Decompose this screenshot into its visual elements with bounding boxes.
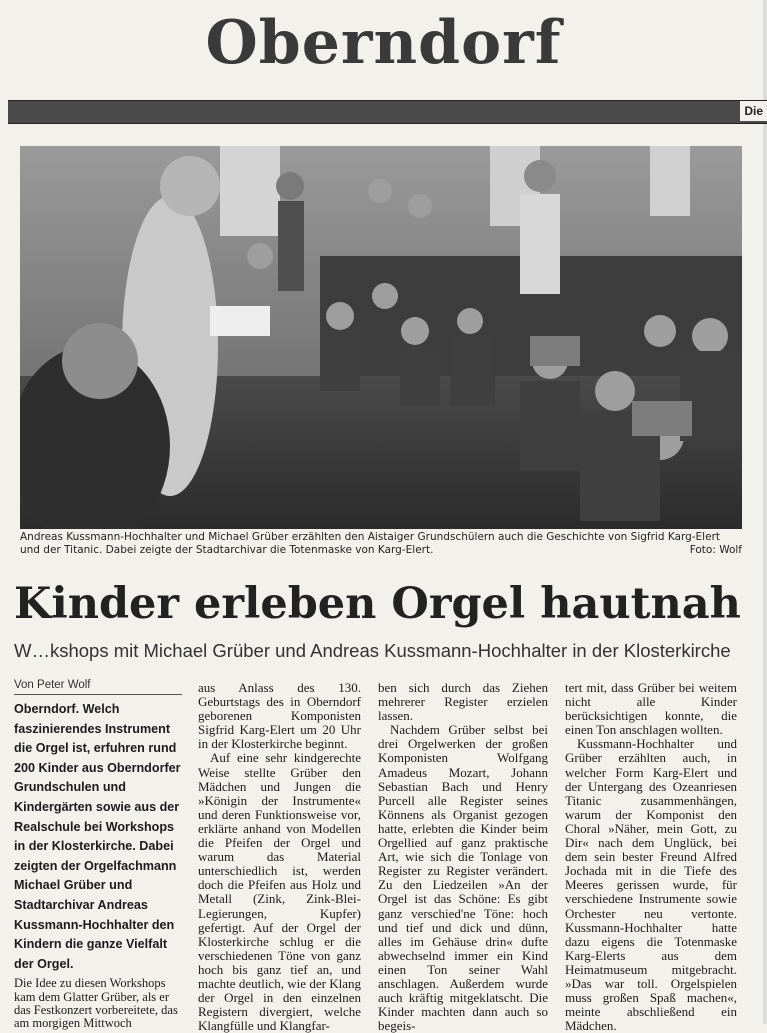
byline: Von Peter Wolf (14, 678, 182, 695)
striped-hat (632, 401, 692, 436)
photo-caption (20, 531, 742, 557)
body-paragraph: tert mit, dass Grüber bei weitem nicht alle Kinder berücksichtigen konnte, die einen Ton anschlagen wollten. (565, 680, 737, 738)
article-headline: Kinder erleben Orgel hautnah (14, 579, 741, 629)
window (650, 146, 690, 216)
window (220, 146, 280, 236)
child-standing (524, 160, 556, 192)
column-3 (378, 681, 548, 1033)
page-edge (763, 0, 767, 1024)
column-1 (14, 678, 182, 1031)
adult-background (276, 172, 304, 200)
lead-paragraph: Oberndorf. Welch faszinierendes Instrument die Orgel ist, erfuhren rund 200 Kinder aus Oberndorfer Grundschulen und Kindergärten sowie aus der Realschule bei Workshops in der Klosterkirche. Dabei zeigten der Orgelfachmann Michael Grüber und Stadtarchivar Andreas Kussmann-Hochhalter den Kindern die ganze Vielfalt der Orgel. (14, 702, 181, 971)
masthead-title: Oberndorf (205, 8, 562, 78)
body-paragraph: aus Anlass des 130. Geburtstags des in Oberndorf geborenen Komponisten Sigfrid Karg-Elert um 20 Uhr in der Klosterkirche beginnt. (198, 680, 361, 752)
column-2 (198, 681, 361, 1033)
header-rule (8, 100, 767, 124)
photo-credit: Foto: Wolf (689, 544, 742, 556)
header-tail-text: Die (740, 101, 767, 121)
man-head (160, 156, 220, 216)
caption-line-2: und der Titanic. Dabei zeigte der Stadtarchivar die Totenmaske von Karg-Elert. (20, 544, 434, 556)
wool-hat (530, 336, 580, 366)
article-photo (20, 146, 742, 529)
body-paragraph: Kussmann-Hochhalter und Grüber erzählten auch, in welcher Form Karg-Elert und der Untergang des Ozeanriesen Titanic zusammenhängen, warum der Komponist den Choral »Näher, mein Gott, zu Dir« nach dem Unglück, bei dem sein bester Freund Alfred Jochada mit in die Tiefe des Meeres gerissen wurde, für verschiedene Instrumente sowie Orchester neu vertonte. Kussmann-Hochhalter hatte dazu eigens die Totenmaske Karg-Elerts aus dem Heimatmuseum mitgebracht. »Das war toll. Orgelspielen muss großen Spaß machen«, meinte abschließend ein Mädchen. (565, 736, 737, 1033)
body-paragraph: Nachdem Grüber selbst bei drei Orgelwerken der großen Komponisten Wolfgang Amadeus Mozart, Johann Sebastian Bach und Henry Purcell alle Register seines Könnens als Organist gezogen hatte, erlebten die Kinder beim Orgellied auf ganz praktische Art, wie sich die Tonlage von Register zu Register verändert. Zu den Liedzeilen »An der Orgel ist das Schöne: Es gibt ganz verschied'ne Töne: hoch und tief und dick und dünn, alles im Gehäuse drin« dufte abwechselnd immer ein Kind einen Ton seiner Wahl anschlagen. Außerdem wurde auch kräftig mitgeklatscht. Die Kinder machten dann auch so begeis- (378, 722, 548, 1033)
body-paragraph: Die Idee zu diesen Workshops kam dem Glatter Grüber, als er das Festkonzert vorbereitete, das am morgigen Mittwoch (14, 976, 178, 1031)
body-paragraph: Auf eine sehr kindgerechte Weise stellte Grüber den Mädchen und Jungen die »Königin der Instrumente« und deren Funktionsweise vor, erklärte anhand von Modellen die Pfeifen der Orgel und warum das Material unterschiedlich ist, werden doch die Pfeifen aus Holz und Metall (Zink, Zink-Blei-Legierungen, Kupfer) gefertigt. Auf der Orgel der Klosterkirche schlug er die verschiedenen Töne von ganz hoch bis ganz tief an, und machte deutlich, wie der Klang der Orgel in den einzelnen Registern divergiert, welche Klangfülle und Klangfar- (198, 750, 361, 1033)
article-subhead: W…kshops mit Michael Grüber und Andreas Kussmann-Hochhalter in der Klosterkirche (14, 640, 731, 661)
sheet-of-paper (210, 306, 270, 336)
seated-man-head (62, 323, 138, 399)
photo-illustration (20, 146, 742, 529)
column-4 (565, 681, 737, 1033)
caption-line-1: Andreas Kussmann-Hochhalter und Michael Grüber erzählten den Aistaiger Grundschülern auch die Geschichte von Sigfrid Karg-Elert (20, 531, 720, 543)
body-paragraph: ben sich durch das Ziehen mehrerer Register erzielen lassen. (378, 680, 548, 724)
